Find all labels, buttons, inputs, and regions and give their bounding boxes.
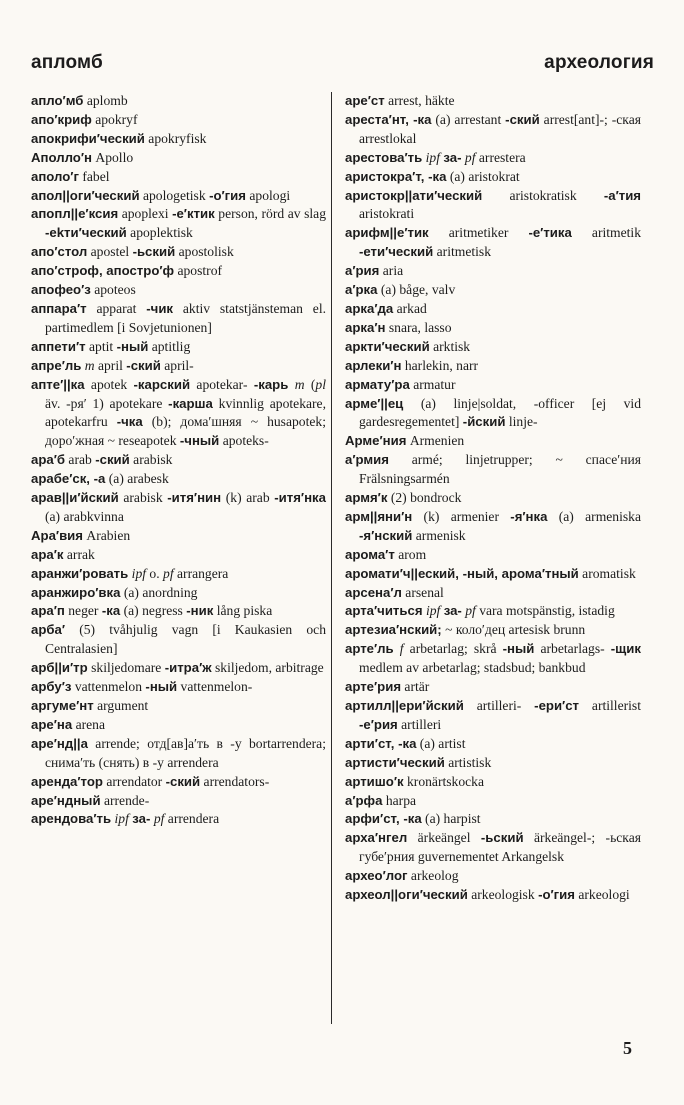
grammar-label: ipf	[131, 565, 147, 581]
definition-text: apostel	[87, 244, 133, 260]
headword-text: арте′ль	[345, 641, 394, 657]
dictionary-entry	[345, 300, 641, 319]
headword-text: аранжи′ровать	[31, 565, 129, 581]
grammar-label: pf	[464, 149, 476, 165]
dictionary-entry	[345, 432, 641, 451]
dictionary-entry	[31, 773, 326, 792]
headword-text: -е′рия	[359, 716, 398, 732]
dictionary-entry	[345, 546, 641, 565]
definition-text: april-	[160, 357, 194, 373]
dictionary-entry	[31, 111, 326, 130]
dictionary-entry	[345, 602, 641, 621]
dictionary-entry	[345, 489, 641, 508]
page-number: 5	[623, 1038, 632, 1058]
headword-text: -итя′нка	[274, 490, 326, 506]
definition-text: apoteks-	[219, 433, 269, 449]
headword-text: арсена′л	[345, 584, 402, 600]
definition-text: arrende-	[100, 792, 150, 808]
headword-text: аристокра′т, -ка	[345, 168, 447, 184]
headword-text: Арме′ния	[345, 433, 407, 449]
headword-text: -ский	[95, 452, 130, 468]
definition-text: arabisk	[118, 490, 168, 506]
definition-text: arabisk	[129, 452, 173, 468]
definition-text: (	[304, 376, 316, 392]
headword-text: арифм||е′тик	[345, 225, 429, 241]
headword-text: аре′ст	[345, 93, 385, 108]
headword-text: -ский	[505, 111, 540, 127]
headword-text: -ский	[165, 773, 201, 789]
dictionary-entry	[345, 281, 641, 300]
dictionary-entry	[345, 376, 641, 395]
headword-text: архео′лог	[345, 868, 408, 884]
definition-text: aristokrati	[359, 206, 415, 222]
definition-text: harlekin, narr	[401, 357, 479, 373]
headword-text: ара′б	[31, 452, 66, 468]
dictionary-entry	[31, 527, 326, 546]
definition-text: (a) båge, valv	[377, 282, 456, 298]
headword-text: -итра′ж	[164, 660, 212, 676]
definition-text: (a) harpist	[421, 811, 481, 827]
grammar-label: m	[84, 357, 95, 373]
definition-text: apostrof	[174, 263, 223, 279]
definition-text: fabel	[78, 168, 110, 184]
definition-text: aristokratisk	[482, 187, 604, 203]
definition-text: (a) aristokrat	[446, 168, 520, 184]
headword-text: -ка	[101, 603, 121, 619]
definition-text: apotek	[84, 376, 134, 392]
headword-text: апофео′з	[31, 282, 91, 298]
definition-text: aritmetiker	[428, 225, 529, 241]
headword-text: а′рия	[345, 263, 380, 279]
headword-text: -ский	[126, 357, 161, 373]
definition-text: arrendator	[102, 773, 166, 789]
definition-text: arrestera	[475, 149, 526, 165]
headword-text: ареста′нт, -ка	[345, 111, 432, 127]
definition-text: apoteos	[90, 282, 136, 298]
headword-text: ара′к	[31, 546, 64, 562]
headword-text: аргуме′нт	[31, 698, 94, 713]
headword-text: за-	[443, 603, 462, 619]
headword-text: аренда′тор	[31, 773, 103, 789]
definition-text: arrangera	[173, 565, 229, 581]
headword-text: апол||оги′ческий	[31, 187, 140, 203]
headword-text: -е′ктик	[172, 206, 215, 222]
headword-text: -о′гия	[209, 187, 246, 203]
dictionary-entry	[31, 621, 326, 659]
definition-text: kronärtskocka	[403, 773, 484, 789]
dictionary-entry	[345, 829, 641, 867]
definition-text: armenisk	[412, 527, 466, 543]
grammar-label: pf	[153, 811, 165, 827]
dictionary-entry	[345, 149, 641, 168]
headword-text: аре′на	[31, 716, 73, 732]
headword-text: арте′рия	[345, 679, 402, 695]
definition-text: arbetarlag; skrå	[403, 641, 503, 657]
headword-text: ара′п	[31, 603, 65, 619]
headword-text: -ный	[116, 338, 149, 354]
definition-text: Armenien	[406, 433, 465, 449]
headword-text: арабе′ск, -а	[31, 471, 106, 487]
definition-text: arrendera	[164, 811, 220, 827]
definition-text: armatur	[409, 376, 456, 392]
definition-text: skiljedom, arbitrage	[211, 660, 324, 676]
page-header	[31, 52, 654, 80]
definition-text: artillerist	[579, 698, 641, 713]
definition-text: apostolisk	[175, 244, 234, 260]
dictionary-entry	[31, 92, 326, 111]
dictionary-entry	[31, 205, 326, 243]
dictionary-entry	[345, 697, 641, 735]
dictionary-entry	[345, 621, 641, 640]
definition-text: arkeologisk	[467, 887, 539, 903]
definition-text: kvinnlig apotekare, apotekarfru	[45, 395, 326, 430]
headword-text: археол||оги′ческий	[345, 887, 468, 903]
dictionary-entry	[31, 149, 326, 168]
headword-text: аристокр||ати′ческий	[345, 187, 483, 203]
definition-text: aromatisk	[578, 565, 636, 581]
headword-text: армя′к	[345, 490, 388, 506]
definition-text: aplomb	[83, 93, 128, 108]
headword-text: аранжиро′вка	[31, 584, 121, 600]
headword-text: а′рфа	[345, 792, 383, 808]
headword-text: -ьский	[480, 830, 524, 846]
dictionary-entry	[31, 338, 326, 357]
definition-text: arbetarlags-	[534, 641, 611, 657]
definition-text: artär	[401, 679, 430, 695]
dictionary-entry	[31, 262, 326, 281]
definition-text: aktiv statstjänsteman el. partimedlem [i Sovjetunionen]	[45, 300, 326, 335]
dictionary-entry	[31, 451, 326, 470]
dictionary-entry	[31, 168, 326, 187]
definition-text: aritmetisk	[433, 244, 492, 260]
dictionary-entry	[31, 735, 326, 773]
definition-text: arrak	[63, 546, 95, 562]
headword-text: арендова′ть	[31, 811, 112, 827]
definition-text: (a) artist	[416, 735, 466, 751]
definition-text: april	[94, 357, 127, 373]
definition-text: (a) linje|soldat, -officer [ej vid gardesregementet]	[359, 395, 641, 430]
definition-text: ärkeängel	[407, 830, 481, 846]
headword-text: аромати′ч||еский, -ный, арома′тный	[345, 565, 579, 581]
definition-text: artilleri-	[463, 698, 535, 713]
dictionary-entry	[345, 584, 641, 603]
headword-text: артишо′к	[345, 773, 404, 789]
headword-text: -я′нка	[510, 508, 548, 524]
definition-text: (k) armenier	[412, 508, 511, 524]
headword-text: арме′||ец	[345, 395, 404, 411]
headword-text: -чка	[116, 414, 143, 430]
definition-text: apparat	[86, 300, 147, 316]
dictionary-entry	[31, 697, 326, 716]
definition-text: aptit	[85, 338, 117, 354]
headword-text: а′рка	[345, 282, 378, 298]
definition-text: aptitlig	[148, 338, 191, 354]
column-divider	[331, 92, 332, 1024]
left-column	[31, 92, 326, 829]
definition-text: apokryfisk	[144, 130, 207, 146]
definition-text: neger	[64, 603, 102, 619]
headword-text: за-	[443, 149, 462, 165]
definition-text: (b); дома′шняя ~ husapotek; доро′жная ~ reseapotek	[45, 414, 326, 449]
headword-text: арбу′з	[31, 679, 72, 695]
headword-text: -а′тия	[603, 187, 641, 203]
definition-text: apotekar-	[190, 376, 254, 392]
headword-text: за-	[132, 811, 151, 827]
headword-text: арта′читься	[345, 603, 423, 619]
grammar-label: pl	[315, 376, 326, 392]
definition-text: harpa	[382, 792, 417, 808]
definition-text: Apollo	[91, 149, 134, 165]
definition-text: person, rörd av slag	[214, 206, 326, 222]
headword-text: арфи′ст, -ка	[345, 811, 422, 827]
definition-text: ärkeängel-; -ьская губе′рния guvernementet Arkangelsk	[359, 830, 641, 865]
definition-text: vattenmelon-	[177, 679, 253, 695]
dictionary-entry	[31, 130, 326, 149]
headword-text: арб||и′тр	[31, 660, 88, 676]
dictionary-entry	[31, 565, 326, 584]
definition-text: (k) arab	[221, 490, 275, 506]
headword-text: апре′ль	[31, 357, 82, 373]
dictionary-entry	[31, 659, 326, 678]
dictionary-entry	[345, 187, 641, 225]
headword-text: -щик	[610, 641, 641, 657]
dictionary-entry	[345, 792, 641, 811]
headword-text: -ный	[145, 679, 178, 695]
dictionary-entry	[31, 187, 326, 206]
headword-text: артисти′ческий	[345, 754, 445, 770]
definition-text: (a) arrestant	[431, 111, 506, 127]
definition-text: arena	[72, 716, 106, 732]
dictionary-entry	[31, 546, 326, 565]
headword-text: аппети′т	[31, 338, 86, 354]
grammar-label: f	[399, 641, 404, 657]
dictionary-entry	[345, 319, 641, 338]
dictionary-entry	[345, 395, 641, 433]
definition-text: medlem av arbetarlag; stadsbud; bankbud	[359, 660, 586, 676]
definition-text: aritmetik	[571, 225, 641, 241]
definition-text: (5) tvåhjulig vagn [i Kaukasien och Centralasien]	[45, 622, 326, 657]
definition-text: apokryf	[91, 111, 138, 127]
grammar-label: ipf	[114, 811, 129, 827]
headword-text: а′рмия	[345, 452, 389, 468]
definition-text: arkad	[393, 300, 427, 316]
headword-text: Ара′вия	[31, 527, 83, 543]
headword-text: апо′стол	[31, 244, 88, 260]
dictionary-entry	[31, 357, 326, 376]
dictionary-entry	[31, 678, 326, 697]
definition-text: aria	[379, 263, 404, 279]
headword-text: -итя′нин	[167, 490, 222, 506]
definition-text: arkeolog	[407, 868, 459, 884]
running-head-left: апломб	[31, 52, 103, 73]
headword-text: арти′ст, -ка	[345, 735, 417, 751]
headword-text: -е′тика	[528, 225, 572, 241]
headword-text: Аполло′н	[31, 149, 92, 165]
grammar-label: pf	[465, 603, 476, 619]
definition-text: apoplexi	[118, 206, 173, 222]
definition-text: arrest, häkte	[384, 93, 455, 108]
dictionary-entry	[345, 357, 641, 376]
headword-text: артилл||ери′йский	[345, 698, 464, 713]
definition-text: o.	[146, 565, 164, 581]
headword-text: апокрифи′ческий	[31, 130, 145, 146]
headword-text: -о′гия	[538, 887, 575, 903]
dictionary-entry	[345, 92, 641, 111]
dictionary-entry	[345, 810, 641, 829]
dictionary-entry	[345, 224, 641, 262]
headword-text: -ери′ст	[534, 698, 580, 713]
headword-text: -йский	[462, 414, 506, 430]
dictionary-entry	[345, 640, 641, 678]
headword-text: апо′криф	[31, 111, 92, 127]
dictionary-entry	[345, 773, 641, 792]
definition-text: arktisk	[429, 338, 471, 354]
definition-text: ~ коло′дец artesisk brunn	[441, 622, 586, 638]
headword-text: арм||яни′н	[345, 508, 413, 524]
dictionary-entry	[31, 792, 326, 811]
definition-text: lång piska	[213, 603, 273, 619]
definition-text: arkeologi	[574, 887, 630, 903]
definition-text: arrende; отд[ав]а′ть в -у bortarrendera; снима′ть (снять) в -у arrendera	[45, 735, 326, 770]
dictionary-entry	[31, 470, 326, 489]
headword-text: арлеки′н	[345, 357, 402, 373]
dictionary-entry	[345, 508, 641, 546]
definition-text: arom	[394, 546, 427, 562]
headword-text: -я′нский	[359, 527, 413, 543]
running-head-right: археология	[544, 52, 654, 73]
definition-text: arrendators-	[200, 773, 270, 789]
headword-text: -чик	[146, 300, 174, 316]
dictionary-entry	[345, 565, 641, 584]
headword-text: арка′да	[345, 300, 394, 316]
dictionary-entry	[345, 754, 641, 773]
definition-text: (a) arabesk	[105, 471, 169, 487]
headword-text: арха′нгел	[345, 830, 408, 846]
grammar-label: pf	[163, 565, 174, 581]
headword-text: арома′т	[345, 546, 395, 562]
grammar-label: ipf	[425, 603, 441, 619]
headword-text: -чный	[179, 433, 220, 449]
definition-text: argument	[93, 698, 149, 713]
dictionary-entry	[31, 602, 326, 621]
definition-text: vattenmelon	[71, 679, 146, 695]
definition-text: (a) anordning	[120, 584, 198, 600]
definition-text: artilleri	[397, 716, 442, 732]
headword-text: аполо′г	[31, 168, 79, 184]
headword-text: апте′||ка	[31, 376, 85, 392]
dictionary-entry	[31, 376, 326, 452]
definition-text: (a) arabkvinna	[45, 508, 124, 524]
dictionary-entry	[31, 243, 326, 262]
definition-text: (a) armeniska	[547, 508, 641, 524]
dictionary-entry	[345, 886, 641, 905]
definition-text: apoplektisk	[126, 225, 193, 241]
headword-text: артезиа′нский;	[345, 622, 442, 638]
dictionary-entry	[345, 678, 641, 697]
definition-text: apologi	[245, 187, 291, 203]
headword-text: арестова′ть	[345, 149, 423, 165]
dictionary-entry	[345, 867, 641, 886]
definition-text: arrest[ant]-; -ская arrestlokal	[359, 111, 641, 146]
definition-text: (a) negress	[120, 603, 187, 619]
definition-text: arsenal	[401, 584, 444, 600]
headword-text: арба′	[31, 622, 66, 638]
definition-text: vara motspänstig, istadig	[475, 603, 615, 619]
grammar-label: m	[294, 376, 305, 392]
dictionary-entry	[345, 451, 641, 489]
dictionary-entry	[345, 338, 641, 357]
definition-text: artistisk	[444, 754, 492, 770]
definition-text: (2) bondrock	[387, 490, 462, 506]
definition-text: snara, lasso	[385, 319, 452, 335]
definition-text: arab	[65, 452, 96, 468]
definition-text: äv. -ря′ 1) apotekare	[45, 395, 169, 411]
dictionary-entry	[31, 281, 326, 300]
headword-text: апло′мб	[31, 93, 84, 108]
headword-text: апопл||е′ксия	[31, 206, 119, 222]
dictionary-entry	[31, 300, 326, 338]
headword-text: -карь	[253, 376, 289, 392]
dictionary-entry	[345, 262, 641, 281]
definition-text: armé; linjetrupper; ~ спасе′ния Frälsningsarmén	[359, 452, 641, 487]
headword-text: арав||и′йский	[31, 490, 119, 506]
headword-text: аркти′ческий	[345, 338, 430, 354]
headword-text: -карский	[133, 376, 191, 392]
definition-text: apologetisk	[139, 187, 210, 203]
definition-text: skiljedomare	[87, 660, 165, 676]
dictionary-entry	[31, 810, 326, 829]
dictionary-entry	[31, 716, 326, 735]
dictionary-entry	[345, 111, 641, 149]
definition-text: linje-	[505, 414, 538, 430]
right-column	[345, 92, 641, 905]
headword-text: армату′ра	[345, 376, 410, 392]
headword-text: -ный	[502, 641, 535, 657]
headword-text: апо′строф, апостро′ф	[31, 263, 175, 279]
headword-text: арка′н	[345, 319, 386, 335]
headword-text: аппара′т	[31, 300, 87, 316]
headword-text: -ьский	[132, 244, 176, 260]
headword-text: -ник	[186, 603, 214, 619]
headword-text: -карша	[168, 395, 213, 411]
headword-text: -ekти′ческий	[45, 225, 127, 241]
dictionary-entry	[345, 735, 641, 754]
definition-text: Arabien	[82, 527, 131, 543]
dictionary-entry	[31, 489, 326, 527]
headword-text: аре′ндный	[31, 792, 101, 808]
headword-text: -ети′ческий	[359, 244, 434, 260]
grammar-label: ipf	[425, 149, 440, 165]
dictionary-entry	[31, 584, 326, 603]
dictionary-entry	[345, 168, 641, 187]
headword-text: аре′нд||а	[31, 735, 88, 751]
